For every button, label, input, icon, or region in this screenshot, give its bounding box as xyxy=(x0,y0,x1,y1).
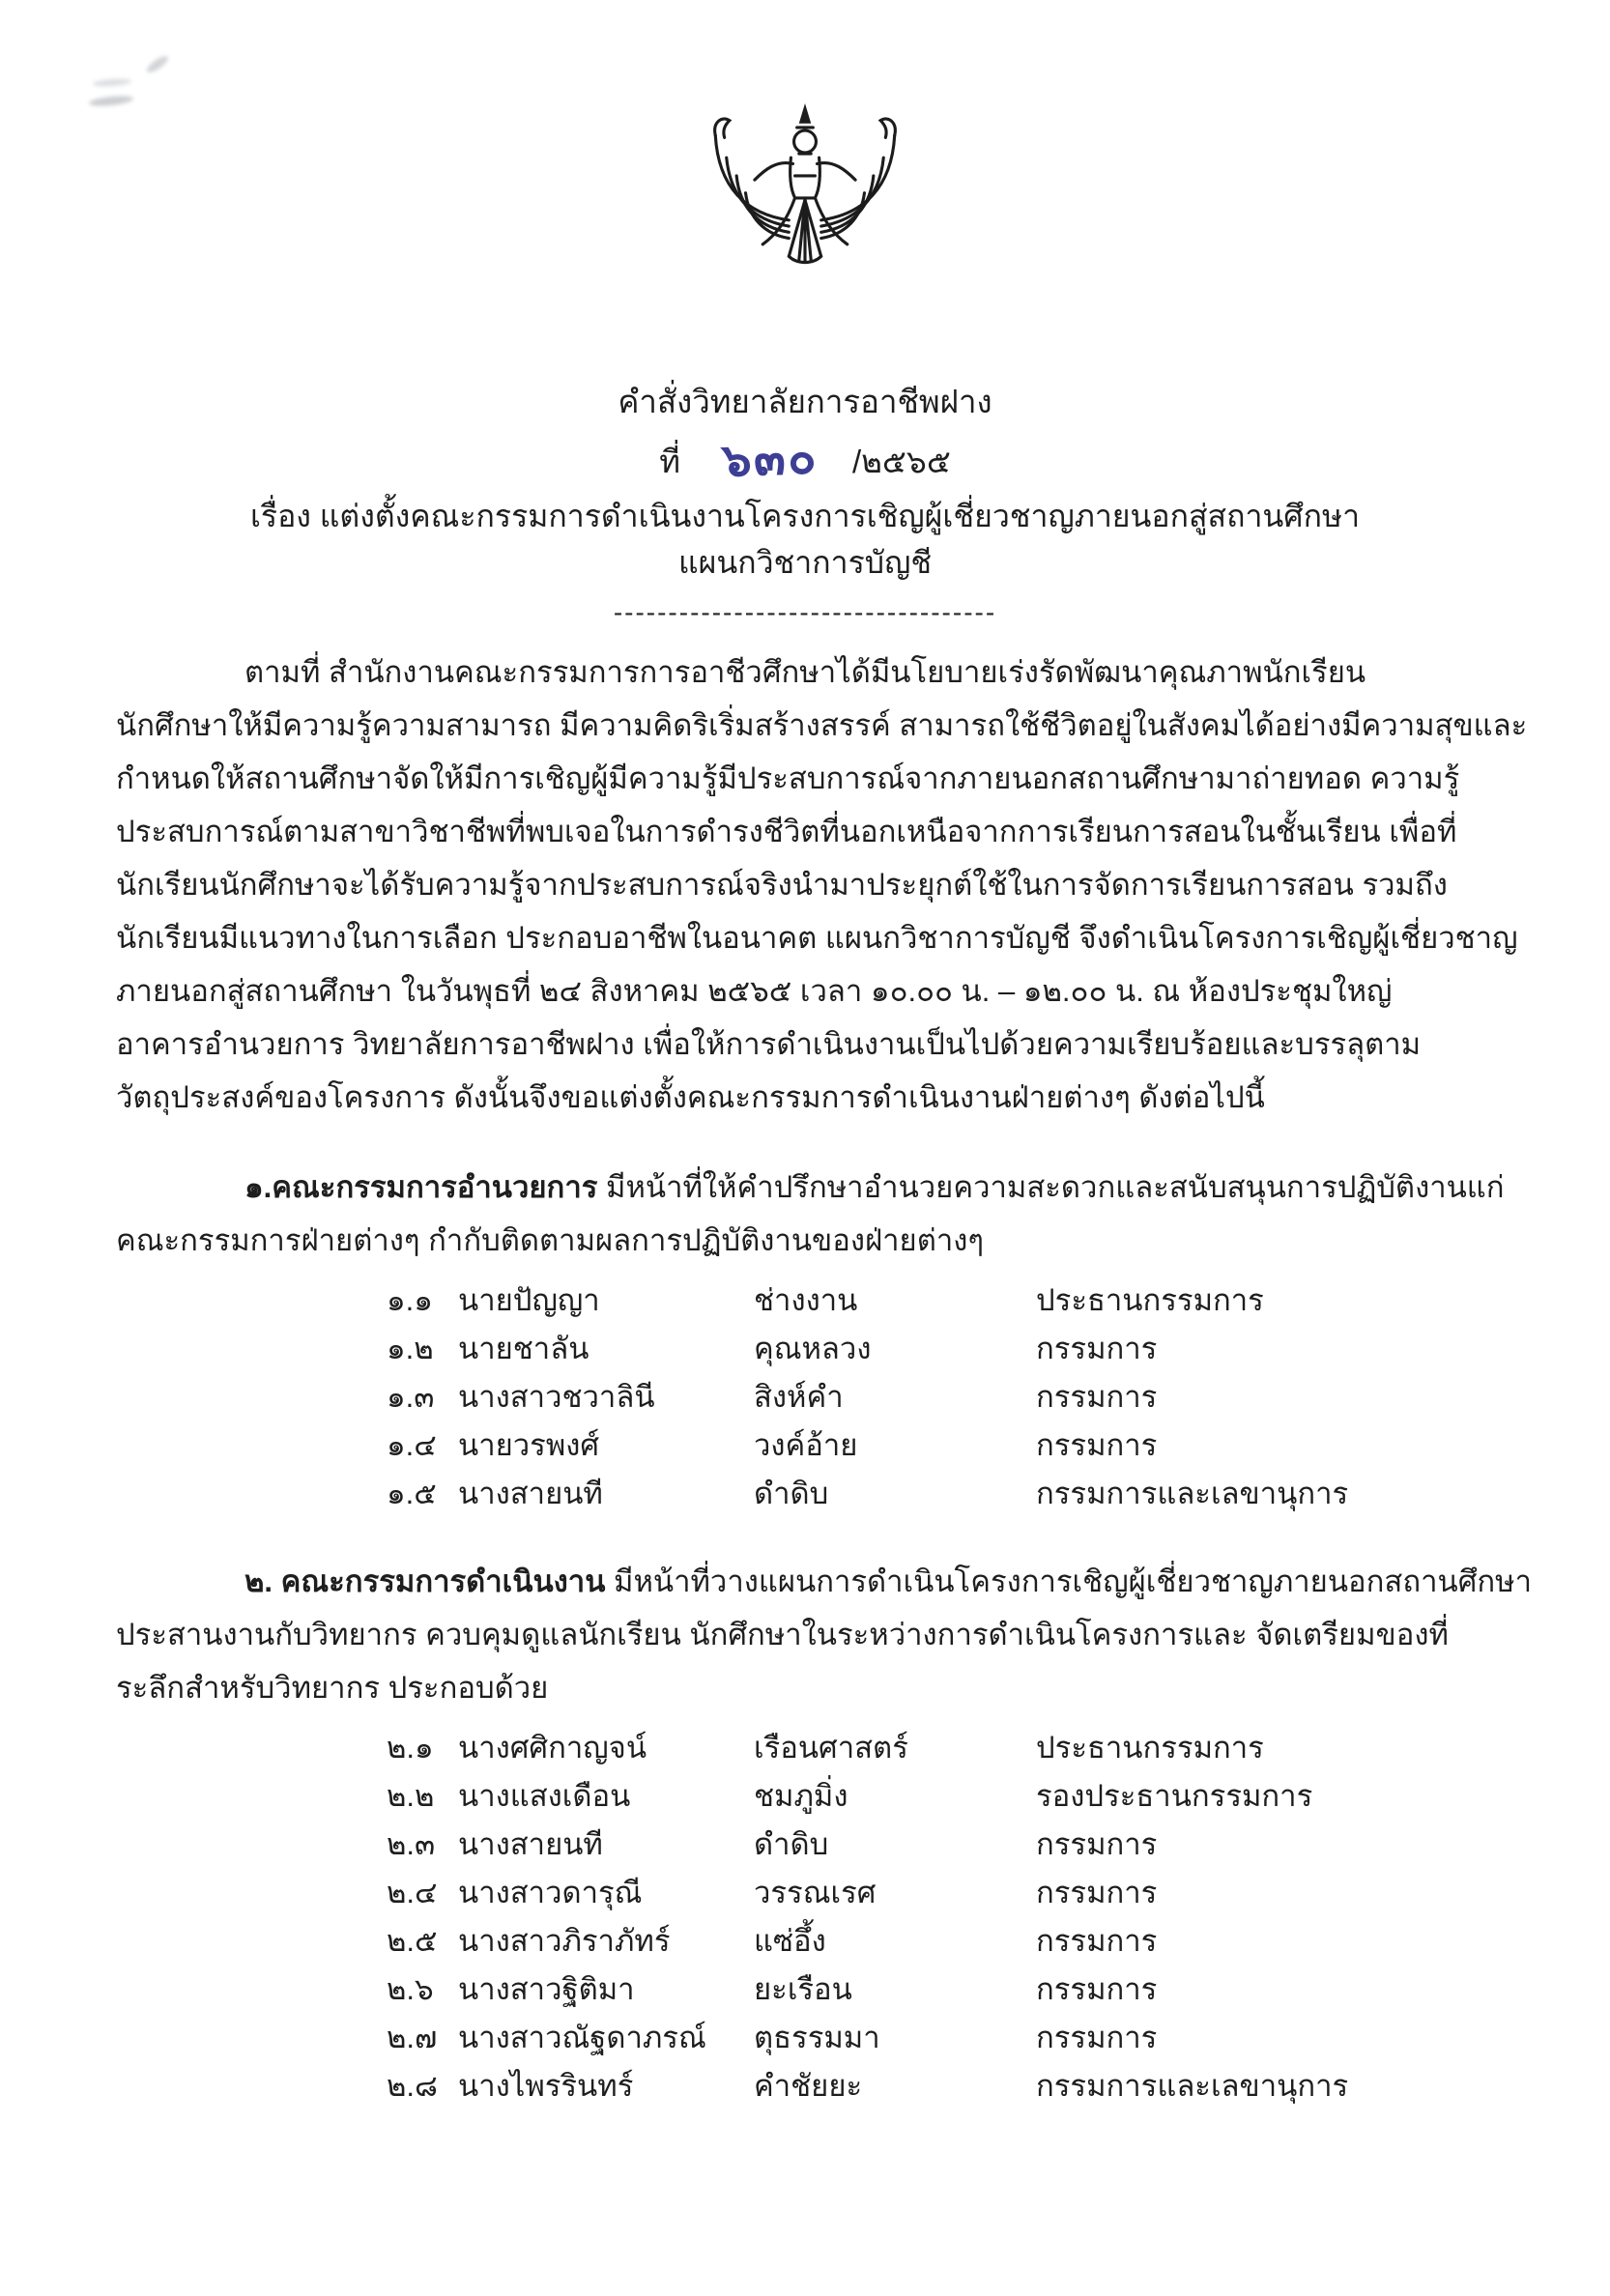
member-role: กรรมการ xyxy=(1036,1428,1158,1462)
member-name: นางศศิกาญจน์ xyxy=(458,1731,647,1765)
table-row xyxy=(387,1325,1494,1373)
member-name: นางสาวภิราภัทร์ xyxy=(458,1924,671,1958)
section-heading-continued: คณะกรรมการฝ่ายต่างๆ กำกับติดตามผลการปฏิบัติงานของฝ่ายต่างๆ xyxy=(116,1223,985,1257)
member-name: นายปัญญา xyxy=(458,1283,600,1317)
member-role: ประธานกรรมการ xyxy=(1036,1283,1264,1317)
table-row xyxy=(387,1421,1494,1470)
member-role: ประธานกรรมการ xyxy=(1036,1731,1264,1765)
member-surname: ตุธรรมมา xyxy=(754,2021,880,2054)
document-number-line xyxy=(116,430,1494,489)
member-surname: ดำดิบ xyxy=(754,1827,829,1861)
member-role: กรรมการ xyxy=(1036,1827,1158,1861)
member-surname: วงค์อ้าย xyxy=(754,1428,858,1462)
member-number: ๒.๖ xyxy=(387,1972,434,2006)
member-number: ๑.๒ xyxy=(387,1332,434,1365)
table-row xyxy=(387,2014,1494,2062)
member-number: ๒.๘ xyxy=(387,2069,438,2103)
garuda-emblem-icon xyxy=(0,0,1610,331)
member-surname: แซ่อึ้ง xyxy=(754,1924,826,1958)
table-row xyxy=(387,1869,1494,1917)
member-surname: ดำดิบ xyxy=(754,1477,829,1510)
body-line: กำหนดให้สถานศึกษาจัดให้มีการเชิญผู้มีความรู้มีประสบการณ์จากภายนอกสถานศึกษามาถ่ายทอด ความรู้ xyxy=(116,761,1460,795)
member-name: นางสาวณัฐดาภรณ์ xyxy=(458,2021,706,2054)
handwritten-document-number: ๖๓๐ xyxy=(721,431,819,486)
member-name: นางสาวชวาลินี xyxy=(458,1380,655,1414)
member-number: ๒.๗ xyxy=(387,2021,438,2054)
member-surname: ชมภูมิ่ง xyxy=(754,1779,848,1813)
table-row xyxy=(387,2062,1494,2110)
member-name: นายชาลัน xyxy=(458,1332,589,1365)
body-line: ภายนอกสู่สถานศึกษา ในวันพุธที่ ๒๔ สิงหาคม ๒๕๖๕ เวลา ๑๐.๐๐ น. – ๑๒.๐๐ น. ณ ห้องประชุมใหญ่ xyxy=(116,974,1393,1008)
section-heading-number-title: ๑.คณะกรรมการอำนวยการ xyxy=(244,1170,598,1204)
document-subject: เรื่อง แต่งตั้งคณะกรรมการดำเนินงานโครงการเชิญผู้เชี่ยวชาญภายนอกสู่สถานศึกษา xyxy=(249,499,1361,533)
dashed-divider: ----------------------------------- xyxy=(613,597,997,627)
member-number: ๒.๕ xyxy=(387,1924,438,1958)
member-name: นางสายนที xyxy=(458,1477,603,1510)
table-row xyxy=(387,1821,1494,1869)
member-role: กรรมการและเลขานุการ xyxy=(1036,1477,1349,1510)
section-heading-duty: มีหน้าที่ให้คำปรึกษาอำนวยความสะดวกและสนับสนุนการปฏิบัติงานแก่ xyxy=(597,1170,1505,1204)
body-line: ประสบการณ์ตามสาขาวิชาชีพที่พบเจอในการดำรงชีวิตที่นอกเหนือจากการเรียนการสอนในชั้นเรียน เพื่อที่ xyxy=(116,815,1457,848)
member-role: รองประธานกรรมการ xyxy=(1036,1779,1313,1813)
member-surname: คุณหลวง xyxy=(754,1332,872,1365)
section-heading-continued: ระลึกสำหรับวิทยากร ประกอบด้วย xyxy=(116,1671,549,1705)
member-role: กรรมการ xyxy=(1036,1332,1158,1365)
member-name: นางสาวดารุณี xyxy=(458,1876,643,1909)
section-heading-duty: มีหน้าที่วางแผนการดำเนินโครงการเชิญผู้เชี่ยวชาญภายนอกสถานศึกษา xyxy=(605,1564,1532,1598)
document-number-year: /๒๕๖๕ xyxy=(851,444,951,479)
table-row xyxy=(387,1470,1494,1518)
member-number: ๒.๒ xyxy=(387,1779,435,1813)
table-row xyxy=(387,1373,1494,1421)
section-heading-continued: ประสานงานกับวิทยากร ควบคุมดูแลนักเรียน นักศึกษาในระหว่างการดำเนินโครงการและ จัดเตรียมของที่ xyxy=(116,1618,1449,1651)
member-role: กรรมการ xyxy=(1036,1876,1158,1909)
member-name: นางสาวฐิติมา xyxy=(458,1972,635,2006)
body-line: วัตถุประสงค์ของโครงการ ดังนั้นจึงขอแต่งตั้งคณะกรรมการดำเนินงานฝ่ายต่างๆ ดังต่อไปนี้ xyxy=(116,1080,1265,1114)
table-row xyxy=(387,1772,1494,1821)
member-surname: ยะเรือน xyxy=(754,1972,852,2006)
section-advisory-committee xyxy=(116,1161,1505,1518)
table-row xyxy=(387,1966,1494,2014)
member-role: กรรมการและเลขานุการ xyxy=(1036,2069,1349,2103)
member-number: ๑.๕ xyxy=(387,1477,437,1510)
member-surname: วรรณเรศ xyxy=(754,1876,877,1909)
member-role: กรรมการ xyxy=(1036,2021,1158,2054)
committee-member-table xyxy=(387,1277,1494,1518)
table-row xyxy=(387,1917,1494,1966)
body-line: นักศึกษาให้มีความรู้ความสามารถ มีความคิดริเริ่มสร้างสรรค์ สามารถใช้ชีวิตอยู่ในสังคมได้อย่างมีความสุขและ xyxy=(116,708,1528,742)
member-surname: เรือนศาสตร์ xyxy=(754,1731,908,1765)
section-heading-number-title: ๒. คณะกรรมการดำเนินงาน xyxy=(244,1564,606,1598)
committee-member-table xyxy=(387,1724,1494,2110)
body-line: อาคารอำนวยการ วิทยาลัยการอาชีพฝาง เพื่อให้การดำเนินงานเป็นไปด้วยความเรียบร้อยและบรรลุตาม xyxy=(116,1027,1422,1061)
member-number: ๑.๑ xyxy=(387,1283,433,1317)
member-number: ๑.๓ xyxy=(387,1380,435,1414)
member-name: นางไพรรินทร์ xyxy=(458,2069,634,2103)
member-role: กรรมการ xyxy=(1036,1924,1158,1958)
body-line: ตามที่ สำนักงานคณะกรรมการการอาชีวศึกษาได้มีนโยบายเร่งรัดพัฒนาคุณภาพนักเรียน xyxy=(244,655,1366,689)
member-number: ๒.๔ xyxy=(387,1876,438,1909)
section-heading xyxy=(116,1161,1505,1214)
document-title: คำสั่งวิทยาลัยการอาชีพฝาง xyxy=(618,384,992,419)
member-number: ๒.๑ xyxy=(387,1731,434,1765)
member-role: กรรมการ xyxy=(1036,1380,1158,1414)
member-name: นางแสงเดือน xyxy=(458,1779,631,1813)
body-paragraph xyxy=(116,646,1528,1124)
document-subject-department: แผนกวิชาการบัญชี xyxy=(677,545,933,580)
member-name: นายวรพงศ์ xyxy=(458,1428,600,1462)
body-line: นักเรียนนักศึกษาจะได้รับความรู้จากประสบการณ์จริงนำมาประยุกต์ใช้ในการจัดการเรียนการสอน รวมถึง xyxy=(116,868,1448,902)
member-surname: สิงห์คำ xyxy=(754,1380,844,1414)
member-number: ๒.๓ xyxy=(387,1827,436,1861)
member-name: นางสายนที xyxy=(458,1827,603,1861)
table-row xyxy=(387,1277,1494,1325)
member-surname: ช่างงาน xyxy=(754,1283,858,1317)
member-role: กรรมการ xyxy=(1036,1972,1158,2006)
member-surname: คำชัยยะ xyxy=(754,2069,863,2103)
document-number-prefix: ที่ xyxy=(659,444,680,479)
body-line: นักเรียนมีแนวทางในการเลือก ประกอบอาชีพในอนาคต แผนกวิชาการบัญชี จึงดำเนินโครงการเชิญผู้เชี่ยวชาญ xyxy=(116,921,1518,955)
table-row xyxy=(387,1724,1494,1772)
section-operations-committee xyxy=(116,1555,1532,2110)
section-heading xyxy=(116,1555,1532,1608)
member-number: ๑.๔ xyxy=(387,1428,437,1462)
